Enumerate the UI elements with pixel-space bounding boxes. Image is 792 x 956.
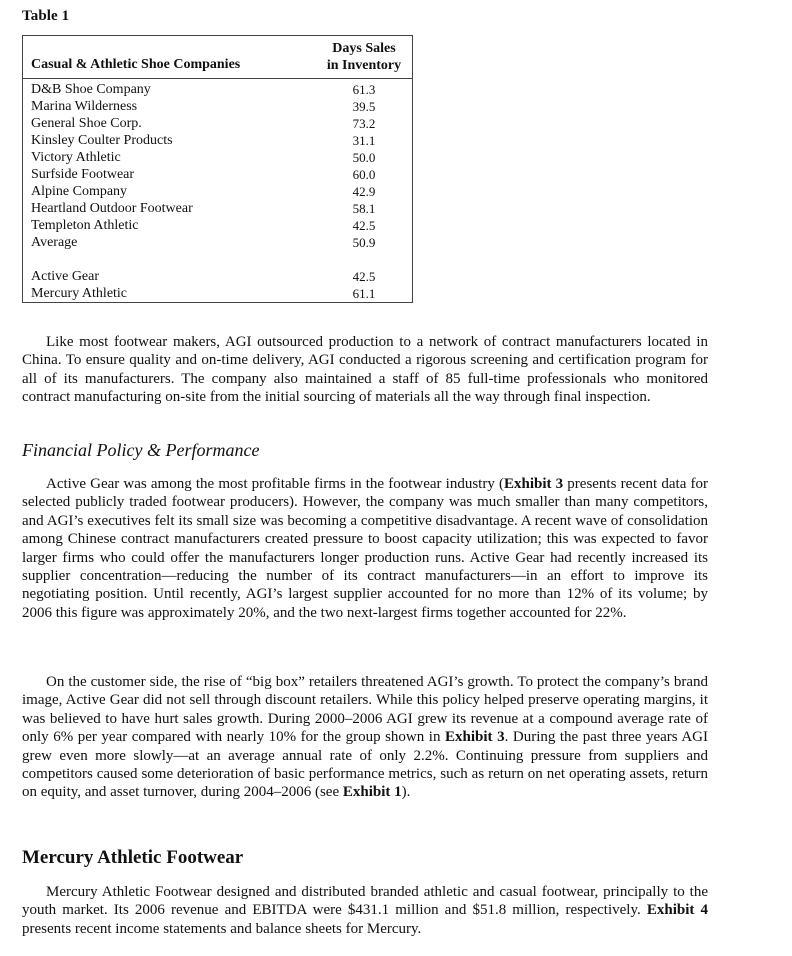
table-row [23,183,412,200]
company-name: Heartland Outdoor Footwear [31,201,193,216]
paragraph-customer-side [22,673,708,802]
exhibit-3-reference: Exhibit 3 [445,729,505,746]
table-row [23,149,412,166]
company-name: Kinsley Coulter Products [31,133,173,148]
table-row-mercury-athletic [23,285,412,302]
table-row [23,132,412,149]
column-header-company: Casual & Athletic Shoe Companies [31,57,241,72]
paragraph-outsourcing: Like most footwear makers, AGI outsourced production to a network of contract manufacturers located in China. To ensure quality and on-time delivery, AGI conducted a rigorous screening and certification program for all of its manufacturers. The company also maintained a staff of 85 full-time professionals who monitored contract manufacturing on-site from the initial sourcing of materials all the way through final inspection. [22,334,708,406]
exhibit-3-reference: Exhibit 3 [503,476,564,492]
company-name: Average [31,235,78,250]
heading-financial-policy: Financial Policy & Performance [22,440,260,460]
p2-text-b: presents recent data for selected publicly traded footwear producers). However, the company was much smaller than many competitors, and AGI’s executives felt its small size was becoming a competitive disadvantage. A recent wave of consolidation among Chinese contract manufacturers created pressure to boost capacity utilization; this was expected to favor larger firms who could offer the manufacturers longer production runs. Active Gear had recently increased its supplier concentration—reducing the number of its contract manufacturers—in an effort to improve its negotiating position. Until recently, AGI’s largest supplier accounted for no more than 12% of its volume; by 2006 this figure was approximately 20%, and the two next-largest firms together accounted for 22%. [22,476,708,621]
company-name: D&B Shoe Company [31,82,151,97]
table-row [23,166,412,183]
p3-text-c: ). [401,784,411,801]
p2-text-a: Active Gear was among the most profitable firms in the footwear industry ( [46,476,504,492]
company-name: Active Gear [31,269,100,284]
company-name: Templeton Athletic [31,218,139,233]
company-name: Surfside Footwear [31,167,135,182]
table-row-average [23,234,412,251]
days-value: 61.1 [352,286,376,301]
table-row-active-gear [23,268,412,285]
column-header-days-line2: in Inventory [326,58,402,73]
column-header-days-line1: Days Sales [332,41,396,56]
days-value: 50.0 [352,150,376,165]
p4-text-b: presents recent income statements and balance sheets for Mercury. [22,920,422,937]
paragraph-financial-performance [22,475,708,622]
exhibit-1-reference: Exhibit 1 [342,784,402,801]
days-value: 60.0 [352,167,376,182]
company-name: Victory Athletic [31,150,121,165]
table-row [23,98,412,115]
days-value: 31.1 [352,133,376,148]
days-value: 73.2 [352,116,376,131]
company-name: Alpine Company [31,184,128,199]
exhibit-4-reference: Exhibit 4 [646,902,708,919]
p3-text-b: . During the past three years AGI grew even more slowly—at an average annual rate of only 2.2%. Continuing pressure from suppliers and competitors caused some deterioration of basic performance metrics, such as return on net operating assets, return on equity, and asset turnover, during 2004–2006 (see [22,729,708,801]
company-name: General Shoe Corp. [31,116,142,131]
heading-mercury-athletic: Mercury Athletic Footwear [22,847,244,868]
table-row [23,217,412,234]
table-title: Table 1 [22,8,70,24]
days-sales-table [22,35,413,303]
column-header-days-sales [321,40,407,74]
table-row [23,81,412,98]
days-value: 42.9 [352,184,376,199]
days-value: 42.5 [352,218,376,233]
company-name: Mercury Athletic [31,286,128,301]
days-value: 50.9 [352,235,376,250]
paragraph-mercury [22,883,708,938]
company-name: Marina Wilderness [31,99,138,114]
days-value: 42.5 [352,269,376,284]
p4-text-a: Mercury Athletic Footwear designed and distributed branded athletic and casual footwear, principally to the youth market. Its 2006 revenue and EBITDA were $431.1 million and $51.8 million, respectively. [22,884,708,919]
days-value: 61.3 [352,82,376,97]
table-row [23,200,412,217]
days-value: 39.5 [352,99,376,114]
table-row [23,115,412,132]
days-value: 58.1 [352,201,376,216]
p3-text-a: On the customer side, the rise of “big box” retailers threatened AGI’s growth. To protect the company’s brand image, Active Gear did not sell through discount retailers. While this policy helped preserve operating margins, it was believed to have hurt sales growth. During 2000–2006 AGI grew its revenue at a compound average rate of only 6% per year compared with nearly 10% for the group shown in [22,674,708,746]
header-divider [23,78,412,79]
